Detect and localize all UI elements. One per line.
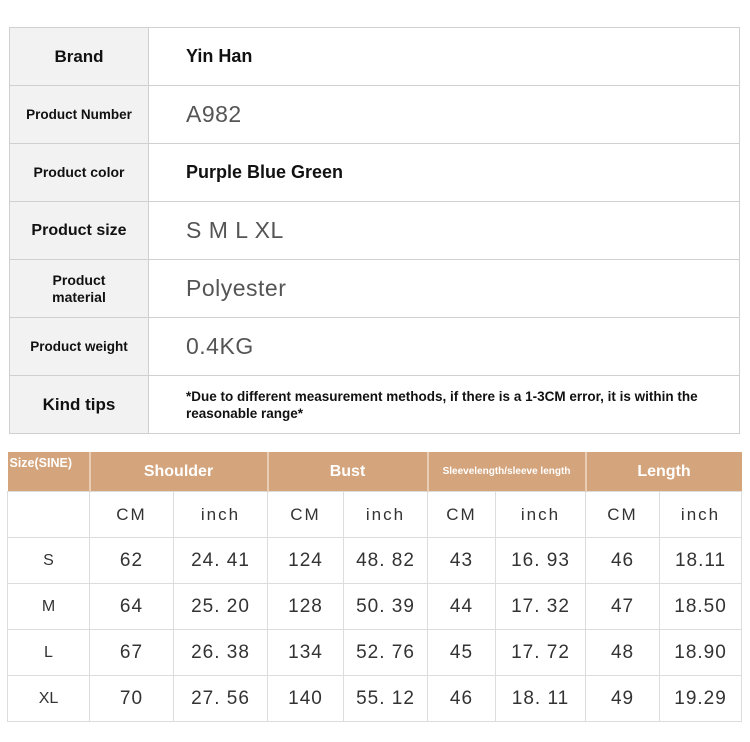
size-label: L <box>8 630 90 676</box>
info-row-product-material <box>10 260 740 318</box>
table-cell: 18.90 <box>660 630 742 676</box>
info-value: Yin Han <box>149 28 740 86</box>
table-row <box>8 584 742 630</box>
table-cell: 17. 72 <box>496 630 586 676</box>
info-row-product-color <box>10 144 740 202</box>
table-cell: 52. 76 <box>344 630 428 676</box>
table-cell: 17. 32 <box>496 584 586 630</box>
info-label: Product size <box>10 202 149 260</box>
size-chart-header <box>8 452 742 492</box>
unit-cell: inch <box>344 492 428 538</box>
info-value: 0.4KG <box>149 318 740 376</box>
table-cell: 55. 12 <box>344 676 428 722</box>
info-value: S M L XL <box>149 202 740 260</box>
info-value: A982 <box>149 86 740 144</box>
info-row-kind-tips <box>10 376 740 434</box>
unit-cell: inch <box>174 492 268 538</box>
table-cell: 19.29 <box>660 676 742 722</box>
info-label: Product Number <box>10 86 149 144</box>
info-value: Purple Blue Green <box>149 144 740 202</box>
size-header: Size(SINE) <box>8 452 90 492</box>
bust-header: Bust <box>268 452 428 492</box>
table-cell: 48. 82 <box>344 538 428 584</box>
table-cell: 124 <box>268 538 344 584</box>
unit-cell: CM <box>428 492 496 538</box>
table-cell: 45 <box>428 630 496 676</box>
table-cell <box>8 492 90 538</box>
table-cell: 62 <box>90 538 174 584</box>
units-row <box>8 492 742 538</box>
table-cell: 140 <box>268 676 344 722</box>
table-cell: 48 <box>586 630 660 676</box>
info-label: Brand <box>10 28 149 86</box>
table-cell: 27. 56 <box>174 676 268 722</box>
info-label: Product material <box>10 260 149 318</box>
table-cell: 16. 93 <box>496 538 586 584</box>
info-row-product-weight <box>10 318 740 376</box>
size-label: S <box>8 538 90 584</box>
size-label: M <box>8 584 90 630</box>
table-cell: 134 <box>268 630 344 676</box>
unit-cell: inch <box>496 492 586 538</box>
table-cell: 24. 41 <box>174 538 268 584</box>
table-cell: 44 <box>428 584 496 630</box>
shoulder-header: Shoulder <box>90 452 268 492</box>
table-cell: 67 <box>90 630 174 676</box>
table-cell: 43 <box>428 538 496 584</box>
info-row-product-size <box>10 202 740 260</box>
info-label: Product weight <box>10 318 149 376</box>
table-cell: 46 <box>586 538 660 584</box>
size-label: XL <box>8 676 90 722</box>
table-cell: 47 <box>586 584 660 630</box>
info-label: Kind tips <box>10 376 149 434</box>
table-cell: 50. 39 <box>344 584 428 630</box>
info-row-product-number <box>10 86 740 144</box>
table-row <box>8 630 742 676</box>
unit-cell: CM <box>586 492 660 538</box>
table-cell: 49 <box>586 676 660 722</box>
size-chart-table <box>7 452 742 722</box>
info-label: Product color <box>10 144 149 202</box>
sleeve-header: Sleevelength/sleeve length <box>428 452 586 492</box>
unit-cell: CM <box>268 492 344 538</box>
table-cell: 18. 11 <box>496 676 586 722</box>
table-cell: 18.50 <box>660 584 742 630</box>
table-cell: 26. 38 <box>174 630 268 676</box>
info-value: *Due to different measurement methods, if there is a 1-3CM error, it is within the reasonable range* <box>149 376 740 434</box>
length-header: Length <box>586 452 742 492</box>
table-cell: 46 <box>428 676 496 722</box>
table-cell: 64 <box>90 584 174 630</box>
table-cell: 18.11 <box>660 538 742 584</box>
info-row-brand <box>10 28 740 86</box>
table-cell: 25. 20 <box>174 584 268 630</box>
unit-cell: CM <box>90 492 174 538</box>
table-row <box>8 538 742 584</box>
unit-cell: inch <box>660 492 742 538</box>
table-row <box>8 676 742 722</box>
table-cell: 128 <box>268 584 344 630</box>
table-cell: 70 <box>90 676 174 722</box>
info-value: Polyester <box>149 260 740 318</box>
product-info-table <box>9 27 740 434</box>
